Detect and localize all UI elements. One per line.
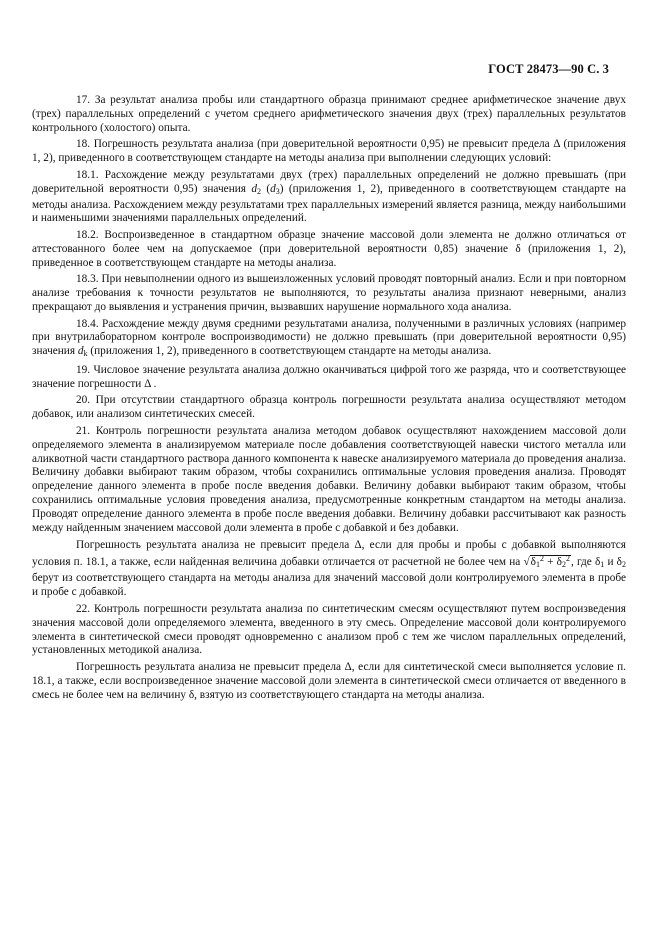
paragraph-17: 17. За результат анализа пробы или стандартного образца принимают среднее арифметическое значение двух (трех) параллельных определений с учетом среднего арифметического значения двух (трех) параллельных результатов контрольного (холостого) опыта. [32, 94, 626, 134]
paragraph-18: 18. Погрешность результата анализа (при доверительной вероятности 0,95) не превысит предела Δ (приложения 1, 2), приведенного в соответствующем стандарте на методы анализа при выполнении следующих условий: [32, 138, 626, 165]
symbol-delta: δ [556, 556, 562, 569]
paragraph-20: 20. При отсутствии стандартного образца контроль погрешности результата анализа осуществляют методом добавок, или анализом синтетических смесей. [32, 394, 626, 421]
symbol-d: d [77, 345, 84, 358]
subscript: 2 [562, 560, 566, 570]
paragraph-18-3: 18.3. При невыполнении одного из вышеизложенных условий проводят повторный анализ. Если и при повторном анализе требования к точности результатов не выполняются, то результаты анализа признают неверными, анализ прекращают до выявления и устранения причин, вызвавших нарушение нормального хода анализа. [32, 273, 626, 314]
subscript: 2 [621, 560, 626, 570]
symbol-delta: δ [530, 556, 536, 569]
plus-sign: + [543, 556, 557, 569]
paragraph-18-2: 18.2. Воспроизведенное в стандартном образце значение массовой доли элемента не должно отличаться от аттестованного более чем на допускаемое (при доверительной вероятности 0,85) значение δ (приложения 1, 2), приведенное в соответствующем стандарте на методы анализа. [32, 228, 626, 269]
text: 18.4. Расхождение между двумя средними результатами анализа, полученными в различных условиях (например при внутрилабораторном контроле воспроизводимости) не должно превышать (при доверительной вероятности 0,95) значения [32, 317, 626, 358]
sqrt-sign: √ [523, 556, 530, 569]
paragraph-22: 22. Контроль погрешности результата анализа по синтетическим смесям осуществляют путем воспроизведения значения массовой доли определяемого элемента, введенного в эту смесь. Определение массовой доли контролируемого элемента в синтетической смеси проводят одновременно с анализом проб с тем же числом параллельных определений, установленных методикой анализа. [32, 602, 626, 657]
text: , где δ [571, 556, 601, 569]
superscript: 2 [566, 554, 570, 564]
paragraph-18-4 [32, 318, 626, 362]
text: и δ [604, 556, 622, 569]
paragraph-22-error: Погрешность результата анализа не превысит предела Δ, если для синтетической смеси выполняется условие п. 18.1, а также, если воспроизведенное значение массовой доли элемента в синтетической смеси отличается от введенного в смесь не более чем на величину δ, взятую из соответствующего стандарта на методы анализа. [32, 660, 626, 701]
page-header: ГОСТ 28473—90 С. 3 [488, 62, 609, 76]
paragraph-18-1 [32, 169, 626, 227]
subscript: 1 [600, 560, 605, 570]
text: (приложения 1, 2), приведенного в соответствующем стандарте на методы анализа. [87, 345, 492, 358]
superscript: 2 [539, 554, 544, 564]
paragraph-19: 19. Числовое значение результата анализа должно оканчиваться цифрой того же разряда, что и соответствующее значение погрешности Δ . [32, 363, 626, 390]
subscript: 1 [535, 560, 540, 570]
sqrt-radicand [530, 555, 571, 568]
symbol-d: d [270, 182, 276, 195]
text: берут из соответствующего стандарта на методы анализа для значений массовой доли контролируемого элемента в пробе и пробе с добавкой. [32, 572, 626, 599]
subscript: 3 [275, 186, 280, 196]
text: ) (приложения 1, 2), приведенного в соответствующем стандарте на методы анализа. Расхождением между результатами трех параллельных измерений является разница, между наибольшими и наименьшими значениями параллельных определений. [32, 182, 627, 225]
paragraph-21: 21. Контроль погрешности результата анализа методом добавок осуществляют нахождением массовой доли определяемого элемента в анализируемом материале после добавления соответствующей навески чистого металла или аликвотной части стандартного раствора данного компонента к навеске анализируемого материала до проведения анализа. Величину добавки выбирают таким образом, чтобы сохранились оптимальные условия проведения анализа. Проводят определение данного элемента в пробе после введения добавки. Величину добавки выбирают таким образом, чтобы сохранились оптимальные условия проведения анализа, предусмотренные конкретным стандартом на методы анализа. Проводят определение данного элемента в пробе после введения добавки. Величину добавки рассчитывают как разность между найденным значением массовой доли элемента в пробе с добавкой и без добавки. [32, 424, 626, 535]
text: Погрешность результата анализа не превысит предела Δ, если для пробы и пробы с добавкой выполняются условия п. 18.1, а также, если найденная величина добавки отличается от расчетной не более чем на [32, 538, 626, 569]
subscript: k [83, 349, 88, 359]
paragraph-21-error [32, 539, 626, 601]
symbol-d: d [251, 182, 257, 195]
text: 18.1. Расхождение между результатами двух (трех) параллельных определений не должно превышать (при доверительной вероятности 0,95) значения [32, 168, 626, 195]
text: ( [261, 182, 271, 195]
subscript: 2 [257, 186, 261, 196]
document-body [32, 94, 626, 705]
